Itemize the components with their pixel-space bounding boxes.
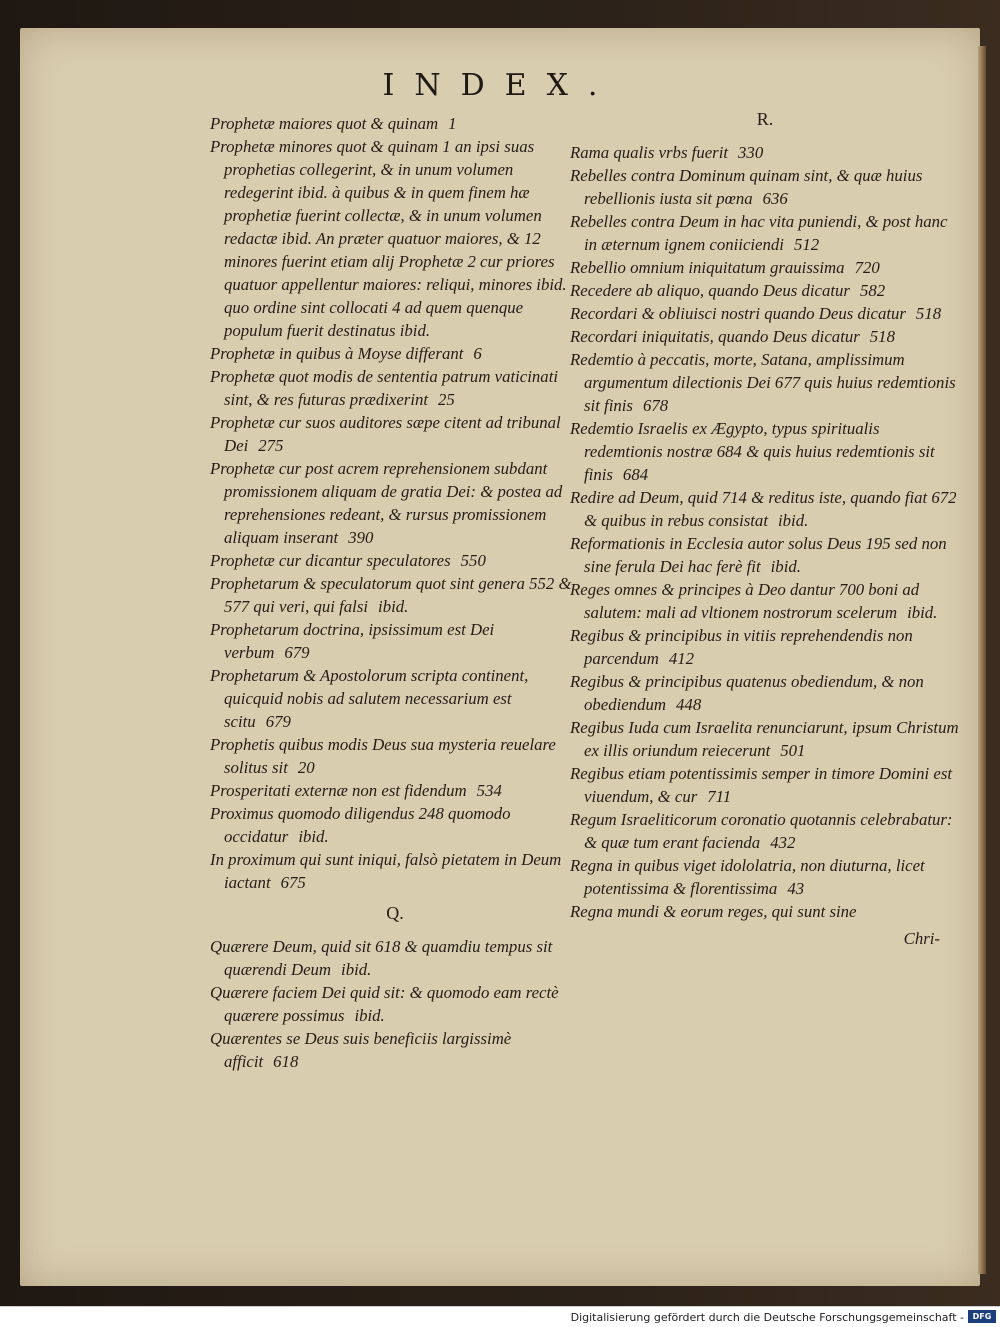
entry-page-number: 678 [642,396,669,415]
q-entries [210,935,580,1073]
index-entry [570,900,960,923]
entry-page-number: 679 [284,643,310,662]
section-letter-q: Q. [386,903,404,923]
entry-page-number: 501 [780,741,806,760]
index-entry [210,342,580,365]
index-entry [570,486,960,532]
left-column [210,112,580,1073]
index-entry [570,164,960,210]
entry-page-number: 684 [622,465,649,484]
entry-text: Prophetis quibus modis Deus sua mysteria reuelare solitus sit [210,735,556,777]
entry-page-number: ibid. [770,557,801,576]
page-edge [978,46,986,1274]
entry-text: Regibus & principibus quatenus obediendum, & non obediendum [570,672,924,714]
entry-page-number: ibid. [777,511,809,530]
entry-text: Regum Israeliticorum coronatio quotannis celebrabatur: & quæ tum erant facienda [570,810,953,852]
left-entries [210,112,580,894]
index-entry [570,808,960,854]
entry-page-number: 512 [793,235,820,254]
entry-page-number: 675 [280,873,306,892]
index-entry [570,716,960,762]
footer-credit: Digitalisierung gefördert durch die Deutsche Forschungsgemeinschaft - [570,1311,964,1324]
index-entry [570,256,960,279]
entry-page-number: 1 [448,114,457,133]
entry-text: Regibus etiam potentissimis semper in timore Domini est viuendum, & cur [570,764,953,806]
entry-text: Prophetæ quot modis de sententia patrum vaticinati sint, & res futuras prædixerint [210,367,559,409]
entry-text: Rebellio omnium iniquitatum grauissima [570,258,845,277]
entry-text: Regibus & principibus in vitiis reprehendendis non parcendum [570,626,913,668]
entry-text: Recedere ab aliquo, quando Deus dicatur [570,281,850,300]
entry-page-number: 412 [668,649,695,668]
entry-page-number: ibid. [354,1006,385,1025]
entry-text: Prophetæ minores quot & quinam 1 an ipsi suas prophetias collegerint, & in unum volumen redegerint ibid. à quibus & in quem finem hæ prophetiæ fuerint collectæ, & in unum volumen redactæ ibid. An præter quatuor maiores, & 12 minores fuerint etiam alij Prophetæ 2 cur priores quatuor appellentur maiores: reliqui, minores ibid. quo ordine sint collocati 4 ad quem quenque populum fuerit destinatus ibid. [210,137,567,340]
index-entry [210,365,580,411]
entry-page-number: 43 [787,879,805,898]
index-entry [570,578,960,624]
index-entry [210,935,580,981]
entry-text: Redemtio Israelis ex Ægypto, typus spiritualis redemtionis nostræ 684 & quis huius redemtionis sit finis [570,419,935,484]
index-entry [570,854,960,900]
entry-page-number: ibid. [341,960,372,979]
entry-page-number: 711 [707,787,732,806]
index-entry [570,670,960,716]
entry-text: Reformationis in Ecclesia autor solus Deus 195 sed non sine ferula Dei hac ferè fit [570,534,947,576]
entry-text: Regna in quibus viget idololatria, non diuturna, licet potentissima & florentissima [570,856,925,898]
entry-page-number: 518 [915,304,942,323]
entry-text: Recordari iniquitatis, quando Deus dicatur [570,327,860,346]
footer-bar [0,1306,1000,1327]
entry-page-number: 448 [676,695,702,714]
index-entry [210,664,580,733]
entry-page-number: ibid. [378,597,409,616]
entry-text: Rebelles contra Deum in hac vita puniendi, & post hanc in æternum ignem coniiciendi [570,212,948,254]
index-entry [210,733,580,779]
entry-text: Regna mundi & eorum reges, qui sunt sine [570,902,857,921]
entry-page-number: 618 [273,1052,299,1071]
entry-page-number: 550 [460,551,486,570]
index-entry [210,981,580,1027]
entry-text: Prophetarum & Apostolorum scripta continent, quicquid nobis ad salutem necessarium est scitu [210,666,529,731]
index-entry [210,112,580,135]
entry-page-number: ibid. [907,603,938,622]
index-entry [570,279,960,302]
index-entry [570,417,960,486]
entry-text: Prophetæ cur post acrem reprehensionem subdant promissionem aliquam de gratia Dei: & postea ad reprehensiones redeant, & rursus promissionem aliquam inserant [210,459,563,547]
entry-page-number: ibid. [298,827,329,846]
entry-text: Redire ad Deum, quid 714 & reditus iste, quando fiat 672 & quibus in rebus consistat [570,488,957,530]
index-entry [210,549,580,572]
entry-page-number: 390 [348,528,374,547]
entry-page-number: 679 [265,712,291,731]
entry-text: In proximum qui sunt iniqui, falsò pietatem in Deum iactant [210,850,562,892]
entry-page-number: 20 [297,758,315,777]
entry-page-number: 582 [859,281,886,300]
entry-text: Reges omnes & principes à Deo dantur 700 boni ad salutem: mali ad vltionem nostrorum scelerum [570,580,920,622]
index-entry [570,325,960,348]
index-entry [570,210,960,256]
entry-page-number: 275 [258,436,284,455]
index-entry [210,618,580,664]
index-entry [570,302,960,325]
entry-text: Proximus quomodo diligendus 248 quomodo occidatur [210,804,511,846]
right-column [570,109,960,950]
index-entry [210,779,580,802]
entry-text: Redemtio à peccatis, morte, Satana, amplissimum argumentum dilectionis Dei 677 quis huius redemtionis sit finis [570,350,956,415]
index-entry [210,572,580,618]
entry-page-number: 6 [473,344,482,363]
entry-text: Quærere faciem Dei quid sit: & quomodo eam rectè quærere possimus [210,983,559,1025]
index-entry [210,802,580,848]
dfg-logo: DFG [968,1310,996,1323]
entry-text: Prophetæ in quibus à Moyse differant [210,344,464,363]
page-title: INDEX. [382,68,618,103]
entry-text: Prosperitati externæ non est fidendum [210,781,467,800]
index-entry [570,348,960,417]
index-entry [570,532,960,578]
entry-page-number: 25 [438,390,455,409]
entry-text: Recordari & obliuisci nostri quando Deus dicatur [570,304,906,323]
entry-text: Prophetarum & speculatorum quot sint genera 552 & 577 qui veri, qui falsi [210,574,572,616]
index-entry [570,141,960,164]
book-page [20,28,980,1286]
entry-page-number: 432 [770,833,796,852]
entry-page-number: 330 [738,143,764,162]
index-entry [210,411,580,457]
entry-text: Prophetæ maiores quot & quinam [210,114,439,133]
entry-text: Regibus Iuda cum Israelita renunciarunt, ipsum Christum ex illis oriundum reiecerunt [570,718,959,760]
index-entry [210,1027,580,1073]
index-entry [570,762,960,808]
entry-text: Prophetæ cur dicantur speculatores [210,551,451,570]
entry-text: Quærere Deum, quid sit 618 & quamdiu tempus sit quærendi Deum [210,937,553,979]
entry-page-number: 518 [869,327,895,346]
entry-page-number: 636 [762,189,788,208]
section-letter-r: R. [756,109,774,129]
catchword: Chri- [903,929,940,948]
entry-text: Prophetarum doctrina, ipsissimum est Dei verbum [210,620,495,662]
entry-text: Rama qualis vrbs fuerit [570,143,729,162]
index-entry [570,624,960,670]
entry-text: Rebelles contra Dominum quinam sint, & quæ huius rebellionis iusta sit pœna [570,166,923,208]
entry-page-number: 720 [854,258,880,277]
r-entries [570,141,960,923]
index-entry [210,135,580,342]
entry-text: Quærentes se Deus suis beneficiis largissimè afficit [210,1029,512,1071]
entry-page-number: 534 [476,781,502,800]
index-entry [210,457,580,549]
index-entry [210,848,580,894]
entry-text: Prophetæ cur suos auditores sæpe citent ad tribunal Dei [210,413,561,455]
